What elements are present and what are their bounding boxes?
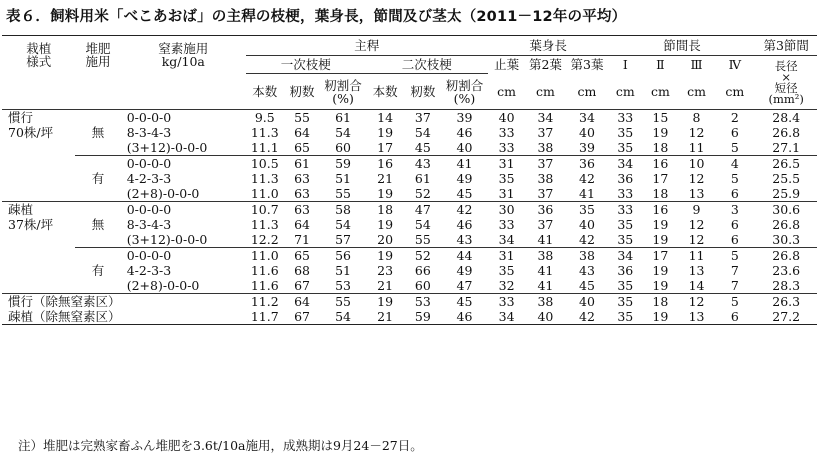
value-cell: 19 — [652, 125, 669, 140]
value-cell: 54 — [414, 217, 431, 232]
value-cell: 28.3 — [772, 278, 801, 293]
value-cell: 37 — [414, 110, 431, 125]
value-cell: 18 — [652, 140, 669, 155]
value-cell: 34 — [498, 309, 515, 324]
value-cell: 19 — [652, 217, 669, 232]
value-cell: 54 — [414, 125, 431, 140]
table-row — [2, 232, 817, 248]
value-cell: 53 — [335, 278, 351, 293]
value-cell: 45 — [579, 278, 595, 293]
value-cell: 65 — [294, 140, 310, 155]
unit-cm: cm — [577, 83, 597, 99]
value-cell: 33 — [617, 202, 634, 217]
grains-header: 籾数 — [289, 84, 315, 99]
value-cell: 54 — [335, 217, 351, 232]
value-cell: 5 — [730, 140, 739, 155]
value-cell: 11.3 — [250, 125, 279, 140]
value-cell: 43 — [456, 232, 473, 247]
table-row — [2, 202, 817, 218]
value-cell: 11.7 — [250, 309, 279, 324]
internode-4-header: Ⅳ — [728, 57, 742, 73]
grain-ratio-header: 籾割合 (%) — [324, 77, 362, 106]
value-cell: 5 — [714, 248, 755, 264]
value-cell: 36 — [537, 202, 554, 217]
cultivation-cell — [2, 171, 75, 186]
value-cell: 7 — [730, 263, 739, 278]
table-row — [2, 125, 817, 140]
value-cell: 42 — [579, 171, 595, 186]
cultivation-cell — [2, 248, 75, 264]
value-cell: 40 — [456, 140, 473, 155]
value-cell: 39 — [579, 140, 595, 155]
value-cell: 21 — [377, 309, 394, 324]
value-cell: 52 — [405, 248, 442, 264]
value-cell: 52 — [414, 186, 431, 201]
value-cell: 51 — [335, 263, 351, 278]
value-cell: 53 — [414, 294, 431, 309]
value-cell: 11.6 — [250, 278, 279, 293]
value-cell: 33 — [617, 110, 634, 125]
table-row — [2, 186, 817, 202]
nitrogen-cell: (3+12)-0-0-0 — [126, 232, 208, 247]
grains-header-2: 籾数 — [410, 84, 436, 99]
value-cell: 8 — [692, 110, 701, 125]
value-cell: 67 — [294, 309, 310, 324]
value-cell: 2 — [730, 110, 739, 125]
value-cell: 59 — [414, 309, 431, 324]
value-cell: 5 — [730, 294, 739, 309]
value-cell: 54 — [335, 125, 351, 140]
value-cell: 45 — [414, 140, 431, 155]
value-cell: 30.3 — [772, 232, 801, 247]
value-cell: 36 — [617, 263, 634, 278]
value-cell: 64 — [294, 125, 310, 140]
value-cell: 27.2 — [772, 309, 801, 324]
compost-cell: 無 — [91, 217, 105, 232]
compost-cell — [75, 186, 120, 202]
value-cell: 57 — [335, 232, 351, 247]
value-cell: 26.8 — [772, 125, 801, 140]
value-cell: 36 — [565, 156, 608, 172]
value-cell: 35 — [617, 294, 634, 309]
value-cell: 25.5 — [772, 171, 801, 186]
leaf3-header: 第3葉 — [570, 57, 604, 73]
internode-3-header: Ⅲ — [690, 57, 703, 73]
compost-cell — [75, 140, 120, 156]
value-cell: 12 — [688, 125, 705, 140]
flag-leaf-header: 止葉 — [494, 57, 520, 73]
value-cell: 55 — [335, 186, 351, 201]
unit-cm: cm — [497, 83, 517, 99]
value-cell: 55 — [294, 110, 310, 125]
value-cell: 61 — [335, 110, 351, 125]
value-cell: 11.1 — [250, 140, 279, 155]
leaf2-header: 第2葉 — [528, 57, 562, 73]
value-cell: 18 — [377, 202, 394, 217]
value-cell: 6 — [730, 186, 739, 201]
cultivation-cell: 慣行 — [8, 110, 34, 125]
value-cell: 61 — [414, 171, 431, 186]
value-cell: 66 — [414, 263, 431, 278]
value-cell: 28.4 — [772, 110, 801, 125]
value-cell: 49 — [456, 171, 473, 186]
value-cell: 6 — [730, 232, 739, 247]
value-cell: 58 — [335, 202, 351, 217]
value-cell: 60 — [414, 278, 431, 293]
value-cell: 47 — [456, 278, 473, 293]
value-cell: 34 — [609, 248, 642, 264]
value-cell: 40 — [498, 110, 515, 125]
table-row — [2, 309, 817, 325]
value-cell: 42 — [579, 309, 595, 324]
value-cell: 12 — [688, 294, 705, 309]
value-cell: 19 — [366, 248, 405, 264]
value-cell: 59 — [320, 156, 365, 172]
nitrogen-cell: 8-3-4-3 — [126, 125, 172, 140]
col-compost-header: 堆肥 施用 — [85, 40, 111, 69]
value-cell: 3 — [730, 202, 739, 217]
unit-cm: cm — [725, 83, 745, 99]
col-nitrogen-header: 窒素施用 kg/10a — [158, 40, 209, 69]
third-internode-header: 第3節間 — [755, 36, 817, 56]
value-cell: 17 — [642, 248, 679, 264]
value-cell: 33 — [498, 294, 515, 309]
value-cell: 4 — [714, 156, 755, 172]
value-cell: 26.8 — [772, 217, 801, 232]
value-cell: 13 — [688, 263, 705, 278]
table-row — [2, 248, 817, 264]
value-cell: 33 — [498, 140, 515, 155]
nitrogen-cell: 8-3-4-3 — [126, 217, 172, 232]
main-stem-header: 主稈 — [246, 36, 488, 56]
value-cell: 49 — [456, 263, 473, 278]
value-cell: 44 — [441, 248, 487, 264]
data-table — [2, 35, 817, 325]
value-cell: 40 — [579, 125, 595, 140]
value-cell: 38 — [565, 248, 608, 264]
value-cell: 25.9 — [772, 186, 801, 201]
value-cell: 16 — [642, 156, 679, 172]
compost-cell — [75, 278, 120, 294]
value-cell: 39 — [456, 110, 473, 125]
grain-ratio-header-2: 籾割合 (%) — [445, 77, 484, 106]
value-cell: 63 — [294, 186, 310, 201]
nitrogen-cell: 4-2-3-3 — [126, 263, 172, 278]
count-header-2: 本数 — [372, 84, 398, 99]
value-cell: 23 — [377, 263, 394, 278]
ratio-header: 長径 × 短径 (mm²) — [768, 58, 804, 106]
value-cell: 10 — [679, 156, 715, 172]
value-cell: 11.2 — [250, 294, 279, 309]
value-cell: 12.2 — [250, 232, 279, 247]
value-cell: 38 — [525, 248, 565, 264]
value-cell: 38 — [537, 140, 554, 155]
value-cell: 40 — [579, 217, 595, 232]
value-cell: 68 — [294, 263, 310, 278]
unit-cm: cm — [615, 83, 635, 99]
value-cell: 26.8 — [755, 248, 817, 264]
value-cell: 19 — [377, 294, 394, 309]
value-cell: 15 — [652, 110, 669, 125]
value-cell: 46 — [456, 217, 473, 232]
compost-cell — [75, 232, 120, 248]
table-row — [2, 263, 817, 278]
value-cell: 47 — [414, 202, 431, 217]
value-cell: 6 — [730, 309, 739, 324]
value-cell: 46 — [456, 125, 473, 140]
value-cell: 10.7 — [250, 202, 279, 217]
internode-length-header: 節間長 — [609, 36, 756, 56]
value-cell: 34 — [609, 156, 642, 172]
compost-cell — [75, 202, 120, 218]
value-cell: 37 — [537, 217, 554, 232]
value-cell: 35 — [617, 125, 634, 140]
value-cell: 19 — [652, 263, 669, 278]
value-cell: 33 — [498, 125, 515, 140]
value-cell: 14 — [688, 278, 705, 293]
compost-cell — [75, 156, 120, 172]
value-cell: 23.6 — [772, 263, 801, 278]
value-cell: 17 — [652, 171, 669, 186]
value-cell: 67 — [294, 278, 310, 293]
value-cell: 12 — [688, 217, 705, 232]
table-row — [2, 278, 817, 294]
value-cell: 40 — [579, 294, 595, 309]
nitrogen-cell: 0-0-0-0 — [121, 156, 246, 172]
nitrogen-cell: 0-0-0-0 — [126, 110, 172, 125]
value-cell: 54 — [335, 309, 351, 324]
value-cell: 41 — [537, 232, 554, 247]
cultivation-cell — [2, 140, 75, 156]
col-cultivation-header: 栽植 様式 — [26, 40, 52, 69]
table-row — [2, 156, 817, 172]
value-cell: 36 — [617, 171, 634, 186]
internode-1-header: Ⅰ — [622, 57, 628, 73]
value-cell: 34 — [537, 110, 554, 125]
footnote: 注）堆肥は完熟家畜ふん堆肥を3.6t/10a施用，成熟期は9月24－27日。 — [18, 438, 423, 453]
unit-cm: cm — [536, 83, 555, 99]
cultivation-cell: 70株/坪 — [8, 125, 54, 140]
value-cell: 16 — [652, 202, 669, 217]
value-cell: 6 — [730, 217, 739, 232]
value-cell: 64 — [294, 217, 310, 232]
nitrogen-cell: 4-2-3-3 — [126, 171, 172, 186]
nitrogen-cell: (2+8)-0-0-0 — [126, 186, 200, 201]
value-cell: 65 — [284, 248, 321, 264]
value-cell: 35 — [617, 217, 634, 232]
value-cell: 21 — [377, 171, 394, 186]
value-cell: 35 — [617, 278, 634, 293]
table-row — [2, 110, 817, 126]
value-cell: 63 — [294, 171, 310, 186]
value-cell: 30.6 — [772, 202, 801, 217]
value-cell: 31 — [488, 248, 526, 264]
value-cell: 11.0 — [246, 248, 284, 264]
value-cell: 19 — [377, 125, 394, 140]
compost-cell: 無 — [91, 125, 105, 140]
value-cell: 34 — [498, 232, 515, 247]
value-cell: 19 — [652, 278, 669, 293]
value-cell: 40 — [537, 309, 554, 324]
value-cell: 20 — [377, 232, 394, 247]
value-cell: 18 — [652, 186, 669, 201]
value-cell: 38 — [537, 171, 554, 186]
value-cell: 11.6 — [250, 263, 279, 278]
value-cell: 9 — [692, 202, 701, 217]
table-row — [2, 171, 817, 186]
value-cell: 30 — [498, 202, 515, 217]
value-cell: 26.3 — [772, 294, 801, 309]
value-cell: 45 — [456, 294, 473, 309]
value-cell: 41 — [441, 156, 487, 172]
value-cell: 43 — [579, 263, 595, 278]
value-cell: 45 — [456, 186, 473, 201]
table-row — [2, 217, 817, 232]
nitrogen-cell: (3+12)-0-0-0 — [126, 140, 208, 155]
value-cell: 51 — [335, 171, 351, 186]
cultivation-cell: 37株/坪 — [8, 217, 54, 232]
header-row-1 — [2, 36, 817, 56]
value-cell: 41 — [537, 278, 554, 293]
value-cell: 31 — [488, 156, 526, 172]
cultivation-cell — [2, 186, 75, 202]
secondary-branch-header: 二次枝梗 — [366, 56, 488, 74]
table-row — [2, 140, 817, 156]
primary-branch-header: 一次枝梗 — [246, 56, 366, 74]
value-cell: 19 — [652, 309, 669, 324]
value-cell: 37 — [537, 186, 554, 201]
value-cell: 63 — [294, 202, 310, 217]
value-cell: 7 — [730, 278, 739, 293]
value-cell: 35 — [579, 202, 595, 217]
cultivation-cell — [2, 232, 75, 248]
cultivation-cell: 疎植 — [8, 202, 34, 217]
value-cell: 5 — [730, 171, 739, 186]
value-cell: 35 — [498, 263, 515, 278]
leaf-length-header: 葉身長 — [488, 36, 609, 56]
value-cell: 61 — [284, 156, 321, 172]
unit-cm: cm — [650, 83, 670, 99]
value-cell: 13 — [688, 309, 705, 324]
value-cell: 38 — [537, 294, 554, 309]
value-cell: 19 — [652, 232, 669, 247]
value-cell: 33 — [498, 217, 515, 232]
value-cell: 27.1 — [772, 140, 801, 155]
value-cell: 14 — [377, 110, 394, 125]
summary-label: 疎植（除無窒素区） — [8, 309, 121, 324]
value-cell: 41 — [537, 263, 554, 278]
value-cell: 35 — [617, 232, 634, 247]
value-cell: 37 — [537, 125, 554, 140]
nitrogen-cell: 0-0-0-0 — [126, 202, 172, 217]
value-cell: 31 — [498, 186, 515, 201]
table-row — [2, 294, 817, 310]
value-cell: 11 — [679, 248, 715, 264]
value-cell: 17 — [377, 140, 394, 155]
value-cell: 60 — [335, 140, 351, 155]
value-cell: 11 — [688, 140, 705, 155]
compost-cell: 有 — [91, 171, 105, 186]
compost-cell — [75, 248, 120, 264]
value-cell: 43 — [405, 156, 442, 172]
value-cell: 12 — [688, 232, 705, 247]
nitrogen-cell: (2+8)-0-0-0 — [126, 278, 200, 293]
summary-label: 慣行（除無窒素区） — [8, 294, 121, 309]
value-cell: 55 — [335, 294, 351, 309]
value-cell: 26.5 — [755, 156, 817, 172]
value-cell: 33 — [617, 186, 634, 201]
header-row-3 — [2, 74, 817, 110]
count-header: 本数 — [252, 84, 278, 99]
cultivation-cell — [2, 263, 75, 278]
table-body — [2, 36, 817, 325]
value-cell: 18 — [652, 294, 669, 309]
value-cell: 64 — [294, 294, 310, 309]
value-cell: 6 — [730, 125, 739, 140]
cultivation-cell — [2, 156, 75, 172]
value-cell: 35 — [498, 171, 515, 186]
compost-cell — [75, 110, 120, 126]
value-cell: 37 — [525, 156, 565, 172]
value-cell: 11.3 — [250, 217, 279, 232]
internode-2-header: Ⅱ — [656, 57, 665, 73]
value-cell: 46 — [456, 309, 473, 324]
value-cell: 16 — [366, 156, 405, 172]
value-cell: 19 — [377, 186, 394, 201]
value-cell: 35 — [617, 140, 634, 155]
value-cell: 32 — [498, 278, 515, 293]
value-cell: 34 — [579, 110, 595, 125]
value-cell: 9.5 — [254, 110, 275, 125]
value-cell: 21 — [377, 278, 394, 293]
value-cell: 35 — [617, 309, 634, 324]
nitrogen-cell: 0-0-0-0 — [121, 248, 246, 264]
compost-cell: 有 — [91, 263, 105, 278]
value-cell: 10.5 — [246, 156, 284, 172]
value-cell: 55 — [414, 232, 431, 247]
value-cell: 71 — [294, 232, 310, 247]
value-cell: 12 — [688, 171, 705, 186]
cultivation-cell — [2, 278, 75, 294]
value-cell: 19 — [377, 217, 394, 232]
table-title: 表６．飼料用米「べこあおば」の主稈の枝梗，葉身長，節間及び茎太（2011－12年の平均） — [6, 9, 627, 25]
value-cell: 13 — [688, 186, 705, 201]
value-cell: 41 — [579, 186, 595, 201]
value-cell: 42 — [456, 202, 473, 217]
value-cell: 42 — [579, 232, 595, 247]
value-cell: 56 — [320, 248, 365, 264]
value-cell: 11.3 — [250, 171, 279, 186]
value-cell: 11.0 — [250, 186, 279, 201]
unit-cm: cm — [687, 83, 706, 99]
